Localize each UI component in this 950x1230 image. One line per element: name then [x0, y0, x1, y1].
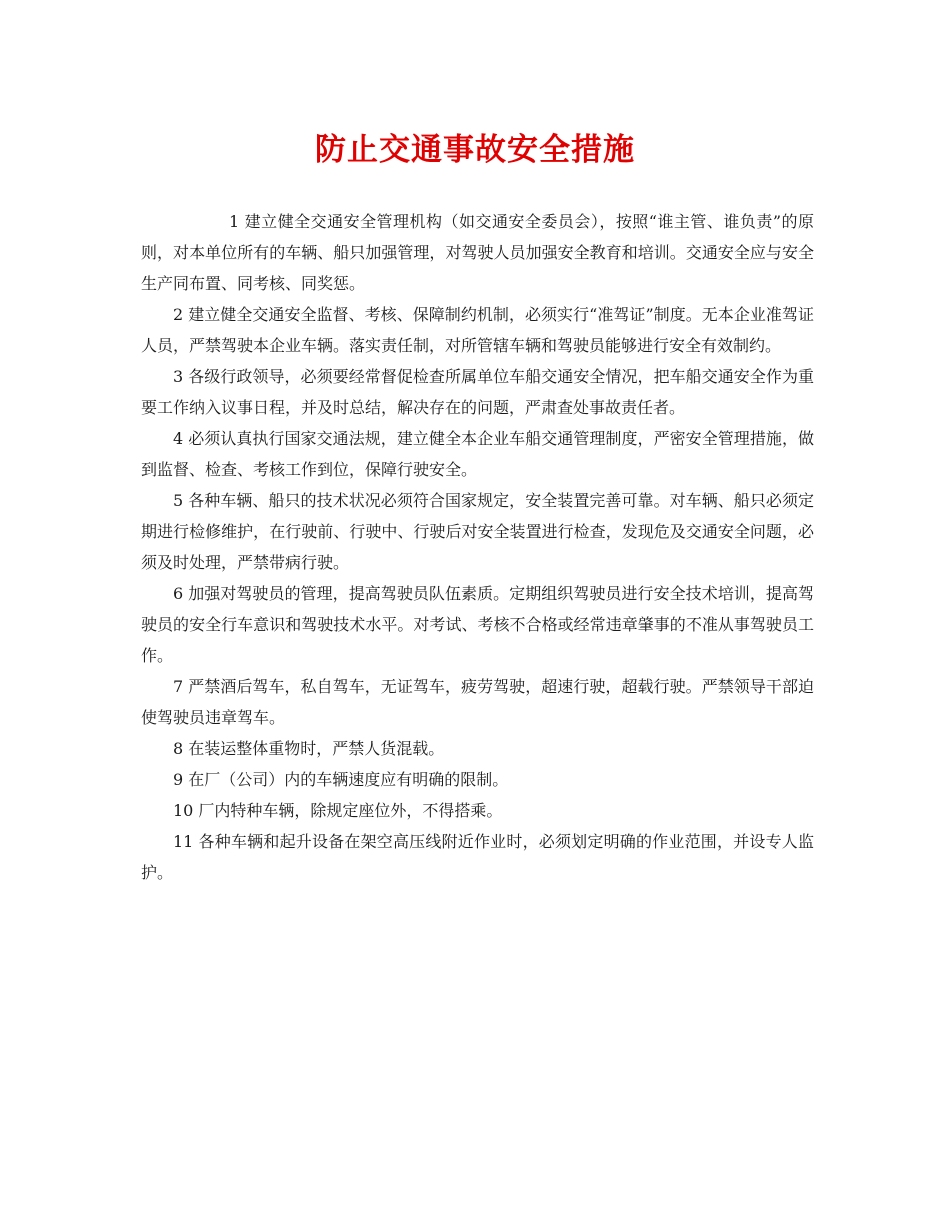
paragraph-text: 建立健全交通安全监督、考核、保障制约机制，必须实行“准驾证”制度。无本企业准驾证人员，严禁驾驶本企业车辆。落实责任制，对所管辖车辆和驾驶员能够进行安全有效制约。 — [141, 305, 814, 355]
paragraph-number: 2 — [173, 305, 184, 324]
paragraph — [141, 361, 814, 423]
paragraph — [141, 299, 814, 361]
paragraph-number: 6 — [173, 584, 184, 603]
paragraph — [141, 578, 814, 671]
paragraph — [141, 423, 814, 485]
paragraph-number: 7 — [173, 677, 184, 696]
paragraph-number: 9 — [173, 770, 184, 789]
paragraph-number: 11 — [173, 832, 194, 851]
paragraph-text: 在装运整体重物时，严禁人货混载。 — [188, 739, 445, 758]
paragraph — [141, 733, 814, 764]
paragraph-text: 各种车辆和起升设备在架空高压线附近作业时，必须划定明确的作业范围，并设专人监护。 — [141, 832, 814, 882]
paragraph-text: 各级行政领导，必须要经常督促检查所属单位车船交通安全情况，把车船交通安全作为重要工作纳入议事日程，并及时总结，解决存在的问题，严肃查处事故责任者。 — [141, 367, 814, 417]
paragraph-text: 必须认真执行国家交通法规，建立健全本企业车船交通管理制度，严密安全管理措施，做到监督、检查、考核工作到位，保障行驶安全。 — [141, 429, 814, 479]
paragraph — [141, 671, 814, 733]
paragraph — [141, 206, 814, 299]
paragraph — [141, 764, 814, 795]
paragraph-number: 3 — [173, 367, 184, 386]
paragraph-number: 10 — [173, 801, 194, 820]
paragraph-text: 严禁酒后驾车，私自驾车，无证驾车，疲劳驾驶，超速行驶，超载行驶。严禁领导干部迫使驾驶员违章驾车。 — [141, 677, 814, 727]
paragraph-number: 5 — [173, 491, 184, 510]
paragraph-text: 加强对驾驶员的管理，提高驾驶员队伍素质。定期组织驾驶员进行安全技术培训，提高驾驶员的安全行车意识和驾驶技术水平。对考试、考核不合格或经常违章肇事的不准从事驾驶员工作。 — [141, 584, 814, 665]
paragraph-text: 各种车辆、船只的技术状况必须符合国家规定，安全装置完善可靠。对车辆、船只必须定期进行检修维护，在行驶前、行驶中、行驶后对安全装置进行检查，发现危及交通安全问题，必须及时处理，严禁带病行驶。 — [141, 491, 814, 572]
paragraph-number: 4 — [173, 429, 184, 448]
paragraph — [141, 795, 814, 826]
document-title: 防止交通事故安全措施 — [315, 132, 635, 168]
paragraph-text: 建立健全交通安全管理机构（如交通安全委员会），按照“谁主管、谁负责”的原则，对本单位所有的车辆、船只加强管理，对驾驶人员加强安全教育和培训。交通安全应与安全生产同布置、同考核、同奖惩。 — [141, 212, 814, 293]
paragraph-text: 在厂（公司）内的车辆速度应有明确的限制。 — [188, 770, 509, 789]
document-body — [141, 206, 814, 888]
paragraph-text: 厂内特种车辆，除规定座位外，不得搭乘。 — [198, 801, 503, 820]
paragraph-number: 8 — [173, 739, 184, 758]
paragraph — [141, 485, 814, 578]
paragraph — [141, 826, 814, 888]
paragraph-number: 1 — [229, 212, 240, 231]
